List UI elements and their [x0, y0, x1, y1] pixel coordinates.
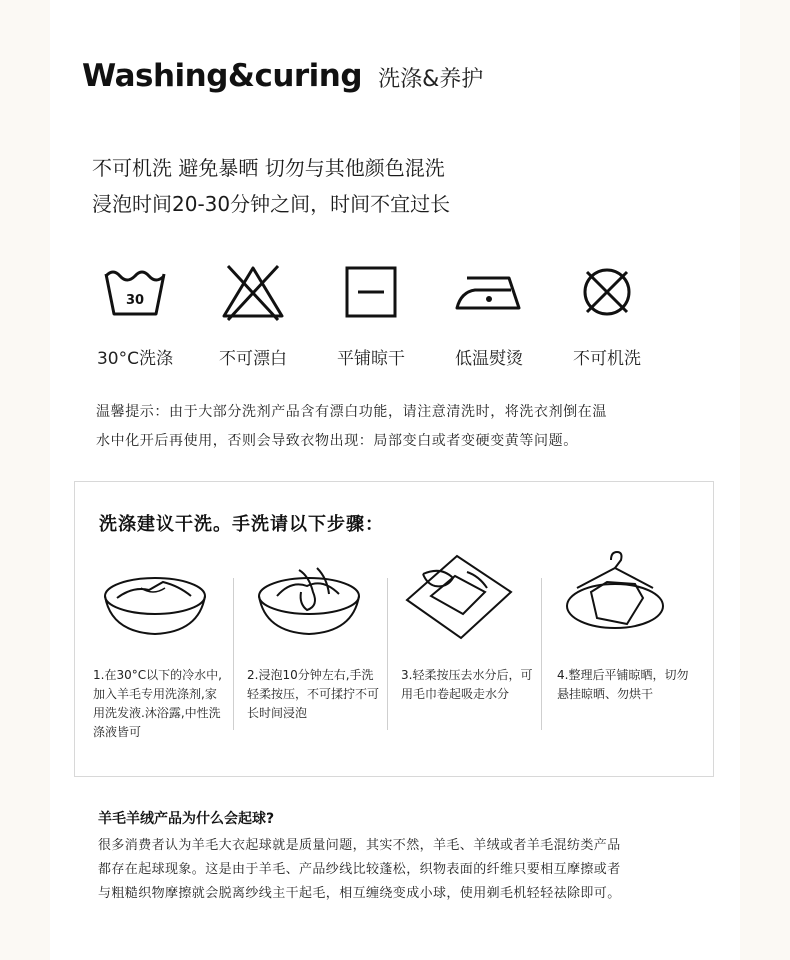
care-note-line: 不可机洗 避免暴晒 切勿与其他颜色混洗 [92, 156, 445, 180]
step-item [93, 566, 233, 739]
step-item [557, 566, 697, 701]
step-text: 2.浸泡10分钟左右,手洗轻柔按压，不可揉拧不可长时间浸泡 [247, 668, 380, 720]
faq-title: 羊毛羊绒产品为什么会起球? [98, 811, 275, 827]
tip-line: 温馨提示：由于大部分洗剂产品含有漂白功能，请注意清洗时，将洗衣剂倒在温 [96, 404, 607, 420]
hanger-icon [557, 548, 687, 644]
step-divider [387, 578, 388, 730]
care-icon-label: 低温熨烫 [455, 349, 523, 369]
pilling-faq [98, 808, 621, 906]
dry-flat-icon [336, 262, 406, 322]
wash-temp-text: 30 [125, 293, 145, 308]
step-text: 1.在30°C以下的冷水中,加入羊毛专用洗涤剂,家用洗发液.沐浴露,中性洗涤液皆可 [93, 668, 222, 739]
tip-line: 水中化开后再使用，否则会导致衣物出现：局部变白或者变硬变黄等问题。 [96, 433, 578, 449]
step-item [247, 566, 387, 720]
care-icon-item [316, 262, 426, 369]
no-machine-wash-icon [572, 262, 642, 322]
faq-line: 很多消费者认为羊毛大衣起球就是质量问题，其实不然，羊毛、羊绒或者羊毛混纺类产品 [98, 838, 621, 853]
step-text: 4.整理后平铺晾晒，切勿悬挂晾晒、勿烘干 [557, 668, 689, 701]
title-cn: 洗涤&养护 [378, 67, 484, 92]
care-icon-label: 不可机洗 [573, 349, 641, 369]
hand-wash-icon [247, 566, 377, 646]
care-icon-item [552, 262, 662, 369]
care-icon-label: 30°C洗涤 [96, 349, 173, 369]
faq-line: 与粗糙织物摩擦就会脱离纱线主干起毛，相互缠绕变成小球，使用剃毛机轻轻祛除即可。 [98, 886, 621, 901]
no-bleach-icon [218, 262, 288, 322]
care-icon-item [198, 262, 308, 369]
press-towel-icon [401, 552, 531, 642]
care-notes [92, 150, 450, 222]
steps-title: 洗涤建议干洗。手洗请以下步骤： [99, 514, 384, 535]
care-icon-item [80, 262, 190, 369]
step-text: 3.轻柔按压去水分后，可用毛巾卷起吸走水分 [401, 668, 533, 701]
hand-wash-steps [74, 481, 714, 777]
step-divider [541, 578, 542, 730]
wash-30-icon [100, 262, 170, 322]
care-icon-label: 不可漂白 [219, 349, 287, 369]
faq-body [98, 834, 621, 906]
iron-low-icon [449, 262, 529, 322]
step-divider [233, 578, 234, 730]
page-title [82, 58, 483, 94]
faq-line: 都存在起球现象。这是由于羊毛、产品纱线比较蓬松，织物表面的纤维只要相互摩擦或者 [98, 862, 621, 877]
care-note-line: 浸泡时间20-30分钟之间，时间不宜过长 [92, 192, 451, 216]
title-en: Washing&curing [82, 58, 363, 94]
step-item [401, 566, 541, 701]
care-icon-label: 平铺晾干 [337, 349, 405, 369]
basin-icon [93, 566, 223, 646]
warm-tip [96, 398, 607, 456]
care-icon-item [434, 262, 544, 369]
